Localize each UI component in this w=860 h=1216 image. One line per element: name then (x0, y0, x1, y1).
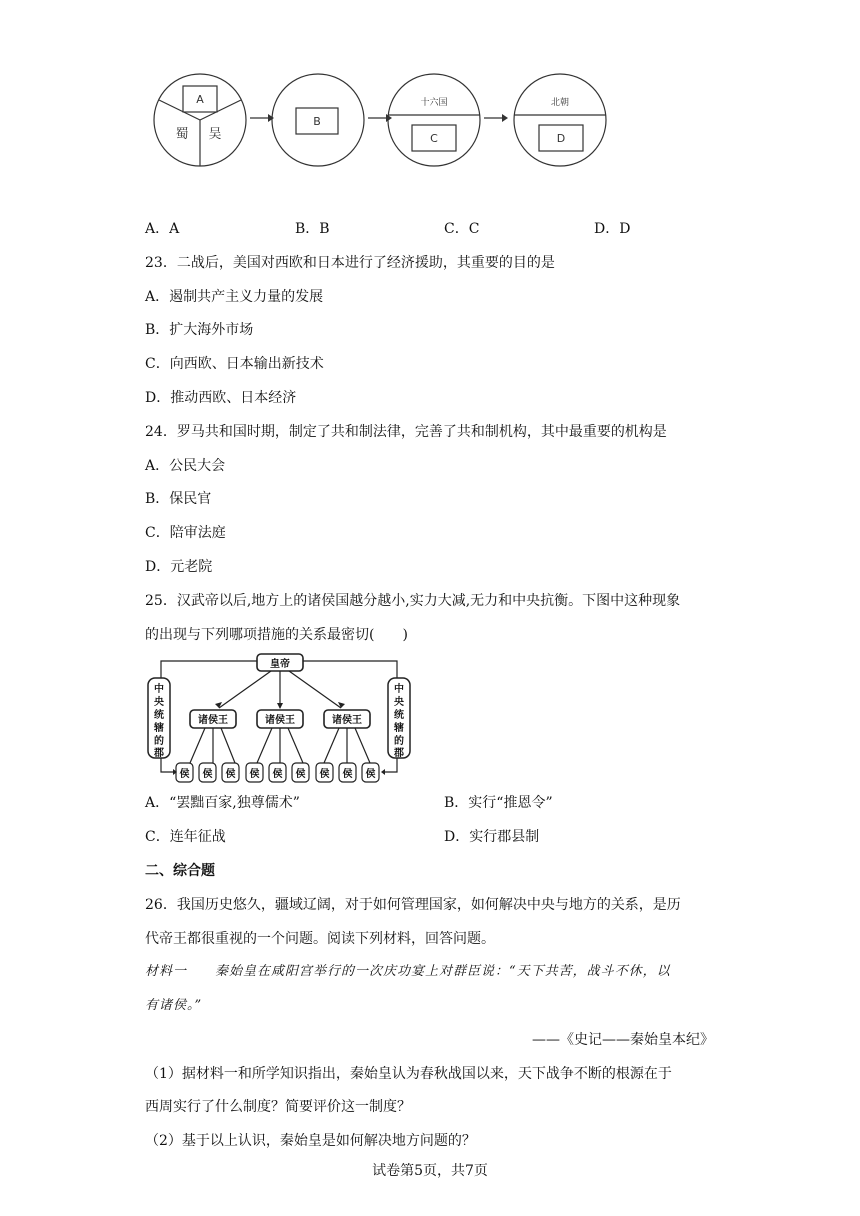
page-footer: 试卷第5页，共7页 (372, 1163, 488, 1179)
q25-stem-line1: 25．汉武帝以后,地方上的诸侯国越分越小,实力大减,无力和中央抗衡。下图中这种现象 (145, 593, 681, 609)
q24-option-d: D．元老院 (145, 559, 213, 575)
q22-option-a: A．A (145, 221, 180, 237)
q26-stem-line2: 代帝王都很重视的一个问题。阅读下列材料，回答问题。 (145, 931, 495, 947)
side-right-char: 郡 (394, 748, 404, 759)
q25-option-d: D．实行郡县制 (444, 829, 540, 845)
q23-option-b: B．扩大海外市场 (145, 322, 254, 338)
material1-line2: 有诸侯。” (145, 998, 203, 1013)
hou-label: 侯 (249, 769, 260, 780)
q22-option-b: B．B (295, 221, 330, 237)
circle-label-wu: 吴 (208, 127, 222, 142)
q26-sub2: （2）基于以上认识，秦始皇是如何解决地方问题的？ (145, 1133, 476, 1149)
hou-label: 侯 (365, 769, 376, 780)
hou-label: 侯 (295, 769, 306, 780)
q23-option-c: C．向西欧、日本输出新技术 (145, 356, 324, 372)
q22-option-c: C．C (444, 221, 480, 237)
circle-label-c: C (430, 132, 438, 145)
side-left-char: 辖 (154, 723, 164, 734)
side-right-char: 中 (394, 684, 404, 695)
king-label-3: 诸侯王 (332, 715, 362, 726)
q23-option-d: D．推动西欧、日本经济 (145, 390, 297, 406)
circle-label-north: 北朝 (550, 98, 570, 108)
q23-stem: 23．二战后，美国对西欧和日本进行了经济援助，其重要的目的是 (145, 255, 555, 271)
q26-sub1-line1: （1）据材料一和所学知识指出，秦始皇认为春秋战国以来，天下战争不断的根源在于 (145, 1066, 672, 1082)
hou-label: 侯 (342, 769, 353, 780)
circle-label-a: A (196, 93, 204, 106)
q26-stem-line1: 26．我国历史悠久，疆域辽阔，对于如何管理国家，如何解决中央与地方的关系，是历 (145, 897, 681, 913)
king-label-2: 诸侯王 (265, 715, 295, 726)
side-right-char: 辖 (394, 723, 404, 734)
side-left-char: 央 (154, 697, 164, 708)
circle-label-d: D (556, 132, 566, 145)
q22-option-d: D．D (594, 221, 631, 237)
side-left-char: 统 (154, 710, 164, 721)
hou-label: 侯 (272, 769, 283, 780)
circle-label-b: B (313, 115, 321, 128)
section-heading: 二、综合题 (145, 863, 215, 879)
q25-stem-line2: 的出现与下列哪项措施的关系最密切( ) (145, 627, 408, 643)
hou-label: 侯 (202, 769, 213, 780)
q25-option-b: B．实行“推恩令” (444, 795, 553, 811)
q26-sub1-line2: 西周实行了什么制度？简要评价这一制度？ (145, 1099, 411, 1115)
q24-option-a: A．公民大会 (145, 458, 226, 474)
emperor-label: 皇帝 (270, 659, 290, 670)
side-left-char: 中 (154, 684, 164, 695)
circle-label-sixteen: 十六国 (420, 98, 448, 108)
side-right-char: 的 (394, 736, 404, 747)
q24-stem: 24．罗马共和国时期，制定了共和制法律，完善了共和制机构，其中最重要的机构是 (145, 424, 667, 440)
side-right-char: 央 (394, 697, 404, 708)
q25-option-a: A．“罢黜百家,独尊儒术” (145, 795, 300, 811)
material1-source: ——《史记——秦始皇本纪》 (532, 1032, 714, 1048)
hou-label: 侯 (225, 769, 236, 780)
side-left-char: 郡 (154, 748, 164, 759)
king-label-1: 诸侯王 (198, 715, 228, 726)
side-right-char: 统 (394, 710, 404, 721)
hou-label: 侯 (179, 769, 190, 780)
q25-option-c: C．连年征战 (145, 829, 226, 845)
q24-option-c: C．陪审法庭 (145, 525, 226, 541)
fiefdom-diagram (143, 653, 415, 785)
side-left-char: 的 (154, 736, 164, 747)
q24-option-b: B．保民官 (145, 491, 212, 507)
hou-label: 侯 (319, 769, 330, 780)
q23-option-a: A．遏制共产主义力量的发展 (145, 289, 324, 305)
dynasty-diagram (150, 70, 620, 170)
material1-line1: 材料一 秦始皇在咸阳宫举行的一次庆功宴上对群臣说：“天下共苦，战斗不休，以 (145, 964, 671, 979)
circle-label-shu: 蜀 (175, 127, 189, 142)
